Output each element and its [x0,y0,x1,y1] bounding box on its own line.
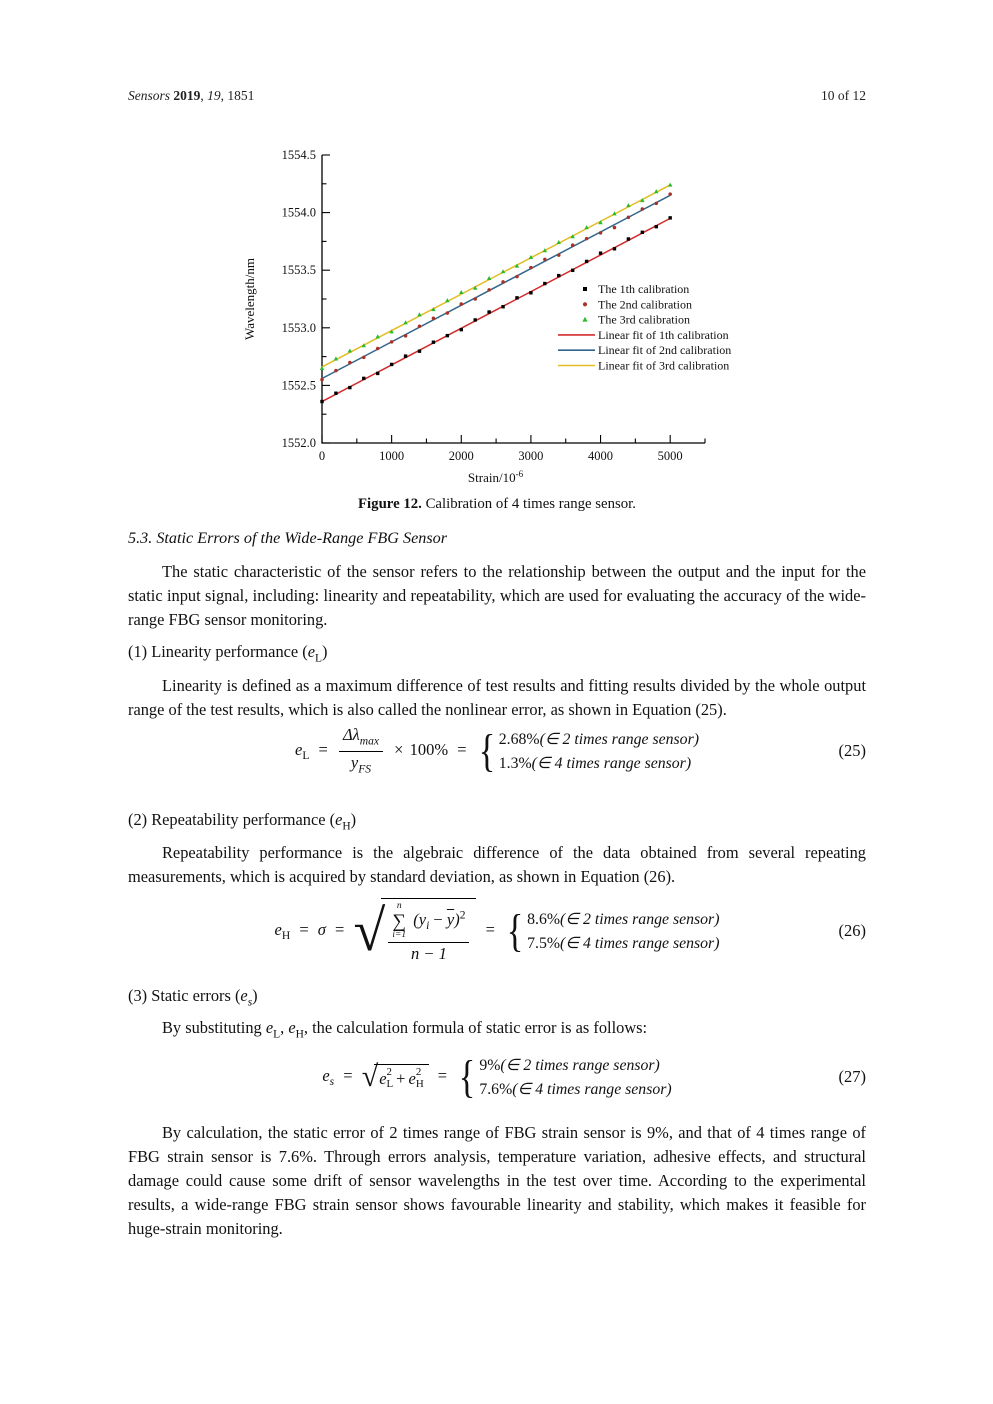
equation-26: $e_H = \sigma$ = √ n ∑ i=1 $(y_i - \overline{y})^2$ n − 1 = { 8.6%(∈ 2 times range sensor) 7.5%(∈ 4 times range sensor) (26) [274,898,866,964]
square-root: √ n ∑ i=1 $(y_i - \overline{y})^2$ n − 1 [353,898,476,964]
svg-text:2000: 2000 [448,449,474,463]
svg-text:0: 0 [318,449,326,463]
square-root: √ e 2 L + e 2 H [362,1064,429,1090]
fraction: $\frac{\Delta\lambda_{max}}{y_{FS}}$ [339,726,383,776]
summation: n ∑ i=1 [392,901,407,940]
svg-text:1553.5: 1553.5 [281,263,316,278]
radical-sign: √ [353,898,386,964]
brace: { [478,725,495,777]
paragraph-conclusion: By calculation, the static error of 2 times range of FBG strain sensor is 9%, and that of 4 times range of FBG strain sensor is 7.6%. Through errors analysis, temperature variation, adhesive effects, and structural damage could cause some drift of sensor wavelengths in the test over time. According to the experimental results, a wide-range FBG strain sensor shows favourable linearity and stability, which makes it feasible for huge-strain monitoring. [128,1123,866,1238]
svg-text:1554.0: 1554.0 [281,205,316,220]
item-linearity: (1) Linearity performance $(e_L)$ [128,642,328,665]
brace: { [458,1051,476,1102]
chart-legend [558,282,731,373]
journal-citation: Sensors 2019, 19, 1851 [128,88,255,103]
journal-year: 2019 [173,88,201,103]
page-number: 10 of 12 [821,88,866,103]
equation-25: $e_L$ = $\frac{\Delta\lambda_{max}}{y_{FS}}$ × 100% = { 2.68%(∈ 2 times range sensor) 1.3%(∈ 4 times range sensor) (25) [294,725,866,777]
svg-text:5000: 5000 [657,449,683,463]
svg-text:1554.5: 1554.5 [281,148,316,162]
section-title: Static Errors of the Wide-Range FBG Sensor [156,529,448,547]
section-number: 5.3. [128,529,153,547]
figure-12-chart [240,140,780,492]
paragraph-linearity: Linearity is defined as a maximum difference of test results and fitting results divided by the whole output range of the test results, which is also called the nonlinear error, as shown in Equation (25). [128,676,866,719]
cases-25: { 2.68%(∈ 2 times range sensor) 1.3%(∈ 4 times range sensor) [478,725,699,777]
svg-text:3000: 3000 [518,449,544,463]
calibration-chart-svg [240,140,780,492]
legend-label-2: The 2nd calibration [598,297,692,312]
legend-label-fit-3: Linear fit of 3rd calibration [598,358,730,373]
item-static-errors: (3) Static errors $(e_s)$ [128,986,258,1009]
page-header [128,88,866,104]
item-repeatability: (2) Repeatability performance $(e_H)$ [128,810,357,833]
figure-caption-text: Calibration of 4 times range sensor. [425,496,636,512]
journal-name: Sensors [128,88,171,103]
figure-caption [128,496,866,513]
brace: { [506,904,524,956]
article-number: 1851 [227,88,255,103]
svg-text:1552.0: 1552.0 [281,436,316,450]
paragraph-static-characteristic: The static characteristic of the sensor refers to the relationship between the output and the input for the static input signal, including: linearity and repeatability, which are used for evaluating the accuracy of the wide-range FBG sensor monitoring. [128,562,866,629]
radical-sign: √ [361,1060,379,1094]
svg-text:1552.5: 1552.5 [281,378,316,393]
paragraph-substituting: By substituting $e_L$, $e_H$, the calculation formula of static error is as follows: [162,1018,648,1041]
cases-26: { 8.6%(∈ 2 times range sensor) 7.5%(∈ 4 times range sensor) [506,904,720,956]
legend-label-fit-2: Linear fit of 2nd calibration [598,343,732,358]
equation-number-25: (25) [838,741,866,761]
figure-caption-label: Figure 12. [358,496,422,512]
paragraph-repeatability: Repeatability performance is the algebraic difference of the data obtained from several repeating measurements, which is acquired by standard deviation, as shown in Equation (26). [128,843,866,886]
equation-27: $e_s$ = √ e 2 L + e 2 H = { 9%(∈ 2 times range sensor) 7.6%(∈ 4 times range sensor) (27) [322,1051,866,1102]
journal-volume: 19 [207,88,221,103]
svg-text:1553.0: 1553.0 [281,320,316,335]
svg-text:4000: 4000 [588,449,614,463]
legend-label-3: The 3rd calibration [598,312,690,327]
svg-text:1000: 1000 [379,449,405,463]
legend-label-1: The 1th calibration [598,282,690,296]
y-axis-label: Wavelength/nm [242,258,257,340]
equation-number-27: (27) [838,1067,866,1086]
cases-27: { 9%(∈ 2 times range sensor) 7.6%(∈ 4 times range sensor) [458,1051,672,1102]
x-axis-label: Strain/$10^{-6}$ [467,469,524,485]
section-heading [128,529,866,548]
legend-label-fit-1: Linear fit of 1th calibration [598,327,729,342]
equation-number-26: (26) [838,920,866,940]
